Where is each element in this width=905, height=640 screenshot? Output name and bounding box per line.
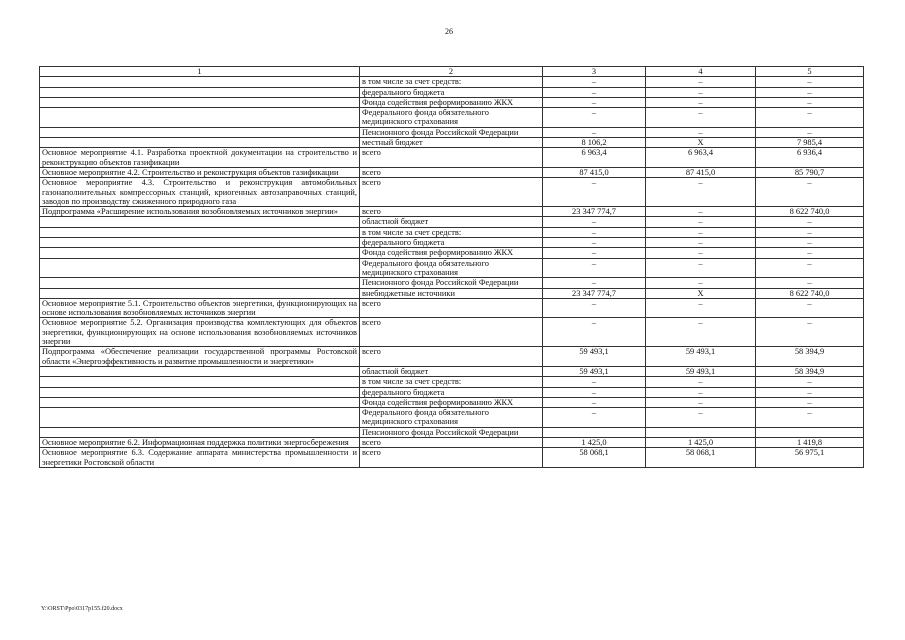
funding-source-cell: внебюджетные источники: [360, 288, 543, 298]
value-col5-cell: 85 790,7: [756, 167, 864, 177]
value-col4-cell: 59 493,1: [646, 366, 756, 376]
funding-source-cell: федерального бюджета: [360, 387, 543, 397]
value-col3-cell: –: [543, 97, 646, 107]
funding-source-cell: местный бюджет: [360, 138, 543, 148]
funding-source-cell: всего: [360, 448, 543, 468]
funding-source-cell: Федерального фонда обязательного медицинского страхования: [360, 258, 543, 278]
value-col5-cell: –: [756, 408, 864, 428]
value-col4-cell: –: [646, 178, 756, 207]
activity-name-cell: [40, 377, 360, 387]
table-body: [40, 77, 864, 468]
value-col4-cell: 6 963,4: [646, 148, 756, 168]
value-col3-cell: 58 068,1: [543, 448, 646, 468]
value-col5-cell: –: [756, 397, 864, 407]
table-row: [40, 178, 864, 207]
value-col5-cell: –: [756, 278, 864, 288]
value-col3-cell: –: [543, 108, 646, 128]
funding-source-cell: Фонда содействия реформированию ЖКХ: [360, 248, 543, 258]
value-col4-cell: –: [646, 397, 756, 407]
value-col3-cell: –: [543, 318, 646, 347]
table-row: [40, 377, 864, 387]
value-col5-cell: –: [756, 248, 864, 258]
value-col3-cell: –: [543, 408, 646, 428]
header-cell: 2: [360, 67, 543, 77]
funding-source-cell: Фонда содействия реформированию ЖКХ: [360, 97, 543, 107]
value-col4-cell: –: [646, 108, 756, 128]
activity-name-cell: Основное мероприятие 5.1. Строительство объектов энергетики, функционирующих на основе использования возобновляемых источников энергии: [40, 298, 360, 318]
value-col4-cell: –: [646, 318, 756, 347]
funding-source-cell: всего: [360, 318, 543, 347]
funding-source-cell: в том числе за счет средств:: [360, 377, 543, 387]
activity-name-cell: [40, 217, 360, 227]
value-col5-cell: –: [756, 97, 864, 107]
funding-source-cell: в том числе за счет средств:: [360, 227, 543, 237]
activity-name-cell: [40, 366, 360, 376]
value-col3-cell: –: [543, 127, 646, 137]
activity-name-cell: Подпрограмма «Расширение использования возобновляемых источников энергии»: [40, 207, 360, 217]
value-col3-cell: 23 347 774,7: [543, 288, 646, 298]
value-col3-cell: –: [543, 87, 646, 97]
table-row: [40, 127, 864, 137]
table-row: [40, 217, 864, 227]
value-col5-cell: 56 975,1: [756, 448, 864, 468]
value-col3-cell: [543, 427, 646, 437]
table-row: [40, 138, 864, 148]
value-col4-cell: 58 068,1: [646, 448, 756, 468]
value-col4-cell: –: [646, 278, 756, 288]
activity-name-cell: [40, 427, 360, 437]
activity-name-cell: [40, 87, 360, 97]
funding-source-cell: Федерального фонда обязательного медицинского страхования: [360, 108, 543, 128]
funding-source-cell: Федерального фонда обязательного медицинского страхования: [360, 408, 543, 428]
value-col3-cell: –: [543, 278, 646, 288]
value-col5-cell: –: [756, 238, 864, 248]
table-row: [40, 148, 864, 168]
activity-name-cell: [40, 288, 360, 298]
value-col5-cell: 58 394,9: [756, 366, 864, 376]
funding-source-cell: областной бюджет: [360, 366, 543, 376]
value-col3-cell: 23 347 774,7: [543, 207, 646, 217]
value-col5-cell: –: [756, 178, 864, 207]
value-col5-cell: –: [756, 87, 864, 97]
value-col3-cell: –: [543, 77, 646, 87]
funding-source-cell: всего: [360, 207, 543, 217]
value-col4-cell: Х: [646, 288, 756, 298]
value-col4-cell: –: [646, 207, 756, 217]
value-col5-cell: –: [756, 217, 864, 227]
activity-name-cell: [40, 238, 360, 248]
value-col5-cell: –: [756, 77, 864, 87]
value-col4-cell: –: [646, 87, 756, 97]
value-col4-cell: –: [646, 408, 756, 428]
value-col5-cell: 58 394,9: [756, 347, 864, 367]
value-col5-cell: 8 622 740,0: [756, 288, 864, 298]
funding-source-cell: всего: [360, 298, 543, 318]
table-row: [40, 238, 864, 248]
value-col4-cell: –: [646, 248, 756, 258]
activity-name-cell: [40, 97, 360, 107]
value-col3-cell: –: [543, 248, 646, 258]
funding-source-cell: областной бюджет: [360, 217, 543, 227]
value-col3-cell: 8 106,2: [543, 138, 646, 148]
activity-name-cell: [40, 138, 360, 148]
funding-source-cell: Пенсионного фонда Российской Федерации: [360, 427, 543, 437]
value-col4-cell: –: [646, 387, 756, 397]
value-col4-cell: –: [646, 238, 756, 248]
value-col5-cell: –: [756, 258, 864, 278]
funding-source-cell: Фонда содействия реформированию ЖКХ: [360, 397, 543, 407]
value-col4-cell: –: [646, 217, 756, 227]
value-col3-cell: 87 415,0: [543, 167, 646, 177]
value-col5-cell: –: [756, 318, 864, 347]
value-col3-cell: 6 963,4: [543, 148, 646, 168]
value-col4-cell: –: [646, 298, 756, 318]
table-row: [40, 288, 864, 298]
value-col5-cell: –: [756, 298, 864, 318]
activity-name-cell: [40, 387, 360, 397]
value-col3-cell: –: [543, 217, 646, 227]
header-cell: 4: [646, 67, 756, 77]
activity-name-cell: [40, 77, 360, 87]
table-row: [40, 227, 864, 237]
header-cell: 3: [543, 67, 646, 77]
funding-source-cell: федерального бюджета: [360, 238, 543, 248]
activity-name-cell: [40, 408, 360, 428]
value-col5-cell: 8 622 740,0: [756, 207, 864, 217]
budget-table: [39, 66, 864, 468]
table-row: [40, 248, 864, 258]
value-col5-cell: –: [756, 387, 864, 397]
value-col3-cell: 1 425,0: [543, 437, 646, 447]
value-col5-cell: –: [756, 227, 864, 237]
value-col4-cell: 1 425,0: [646, 437, 756, 447]
value-col4-cell: –: [646, 77, 756, 87]
footer-file-path: Y:\ORST\Ppo\0317p155.f20.docx: [41, 606, 123, 612]
table-row: [40, 278, 864, 288]
value-col3-cell: 59 493,1: [543, 347, 646, 367]
funding-source-cell: в том числе за счет средств:: [360, 77, 543, 87]
value-col3-cell: –: [543, 397, 646, 407]
value-col4-cell: [646, 427, 756, 437]
value-col5-cell: –: [756, 108, 864, 128]
table-row: [40, 167, 864, 177]
value-col5-cell: [756, 427, 864, 437]
table-row: [40, 397, 864, 407]
table-row: [40, 408, 864, 428]
funding-source-cell: федерального бюджета: [360, 87, 543, 97]
value-col3-cell: –: [543, 227, 646, 237]
activity-name-cell: [40, 108, 360, 128]
value-col4-cell: 87 415,0: [646, 167, 756, 177]
value-col5-cell: –: [756, 127, 864, 137]
value-col5-cell: 1 419,8: [756, 437, 864, 447]
table-row: [40, 298, 864, 318]
value-col4-cell: Х: [646, 138, 756, 148]
header-cell: 5: [756, 67, 864, 77]
activity-name-cell: Основное мероприятие 6.2. Информационная поддержка политики энергосбережения: [40, 437, 360, 447]
value-col3-cell: –: [543, 178, 646, 207]
activity-name-cell: [40, 127, 360, 137]
table-row: [40, 448, 864, 468]
value-col3-cell: 59 493,1: [543, 366, 646, 376]
funding-source-cell: всего: [360, 437, 543, 447]
table-row: [40, 108, 864, 128]
value-col3-cell: –: [543, 387, 646, 397]
value-col4-cell: –: [646, 227, 756, 237]
activity-name-cell: Основное мероприятие 4.1. Разработка проектной документации на строительство и реконструкцию объектов газификации: [40, 148, 360, 168]
funding-source-cell: всего: [360, 178, 543, 207]
value-col4-cell: 59 493,1: [646, 347, 756, 367]
activity-name-cell: Подпрограмма «Обеспечение реализации государственной программы Ростовской области «Энергоэффективность и развитие промышленности и энергетики»: [40, 347, 360, 367]
activity-name-cell: Основное мероприятие 4.2. Строительство и реконструкция объектов газификации: [40, 167, 360, 177]
table-row: [40, 207, 864, 217]
table-header-row: [40, 67, 864, 77]
page-number: 26: [445, 27, 453, 36]
activity-name-cell: [40, 248, 360, 258]
funding-source-cell: всего: [360, 347, 543, 367]
activity-name-cell: Основное мероприятие 6.3. Содержание аппарата министерства промышленности и энергетики Ростовской области: [40, 448, 360, 468]
activity-name-cell: Основное мероприятие 4.3. Строительство и реконструкция автомобильных газонаполнительных компрессорных станций, криогенных автозаправочных станций, заводов по производству сжиженного природного газа: [40, 178, 360, 207]
activity-name-cell: [40, 397, 360, 407]
table-row: [40, 318, 864, 347]
value-col4-cell: –: [646, 127, 756, 137]
activity-name-cell: [40, 278, 360, 288]
table-row: [40, 366, 864, 376]
funding-source-cell: Пенсионного фонда Российской Федерации: [360, 278, 543, 288]
table-row: [40, 387, 864, 397]
value-col5-cell: 7 985,4: [756, 138, 864, 148]
table-row: [40, 77, 864, 87]
value-col3-cell: –: [543, 258, 646, 278]
funding-source-cell: Пенсионного фонда Российской Федерации: [360, 127, 543, 137]
value-col3-cell: –: [543, 377, 646, 387]
value-col5-cell: 6 936,4: [756, 148, 864, 168]
value-col4-cell: –: [646, 258, 756, 278]
table-row: [40, 427, 864, 437]
value-col3-cell: –: [543, 298, 646, 318]
value-col4-cell: –: [646, 97, 756, 107]
value-col3-cell: –: [543, 238, 646, 248]
value-col4-cell: –: [646, 377, 756, 387]
funding-source-cell: всего: [360, 148, 543, 168]
table-row: [40, 437, 864, 447]
activity-name-cell: Основное мероприятие 5.2. Организация производства комплектующих для объектов энергетики, функционирующих на основе использования возобновляемых источников энергии: [40, 318, 360, 347]
table-row: [40, 347, 864, 367]
table-row: [40, 258, 864, 278]
table-row: [40, 97, 864, 107]
funding-source-cell: всего: [360, 167, 543, 177]
value-col5-cell: –: [756, 377, 864, 387]
table-row: [40, 87, 864, 97]
activity-name-cell: [40, 258, 360, 278]
header-cell: 1: [40, 67, 360, 77]
activity-name-cell: [40, 227, 360, 237]
